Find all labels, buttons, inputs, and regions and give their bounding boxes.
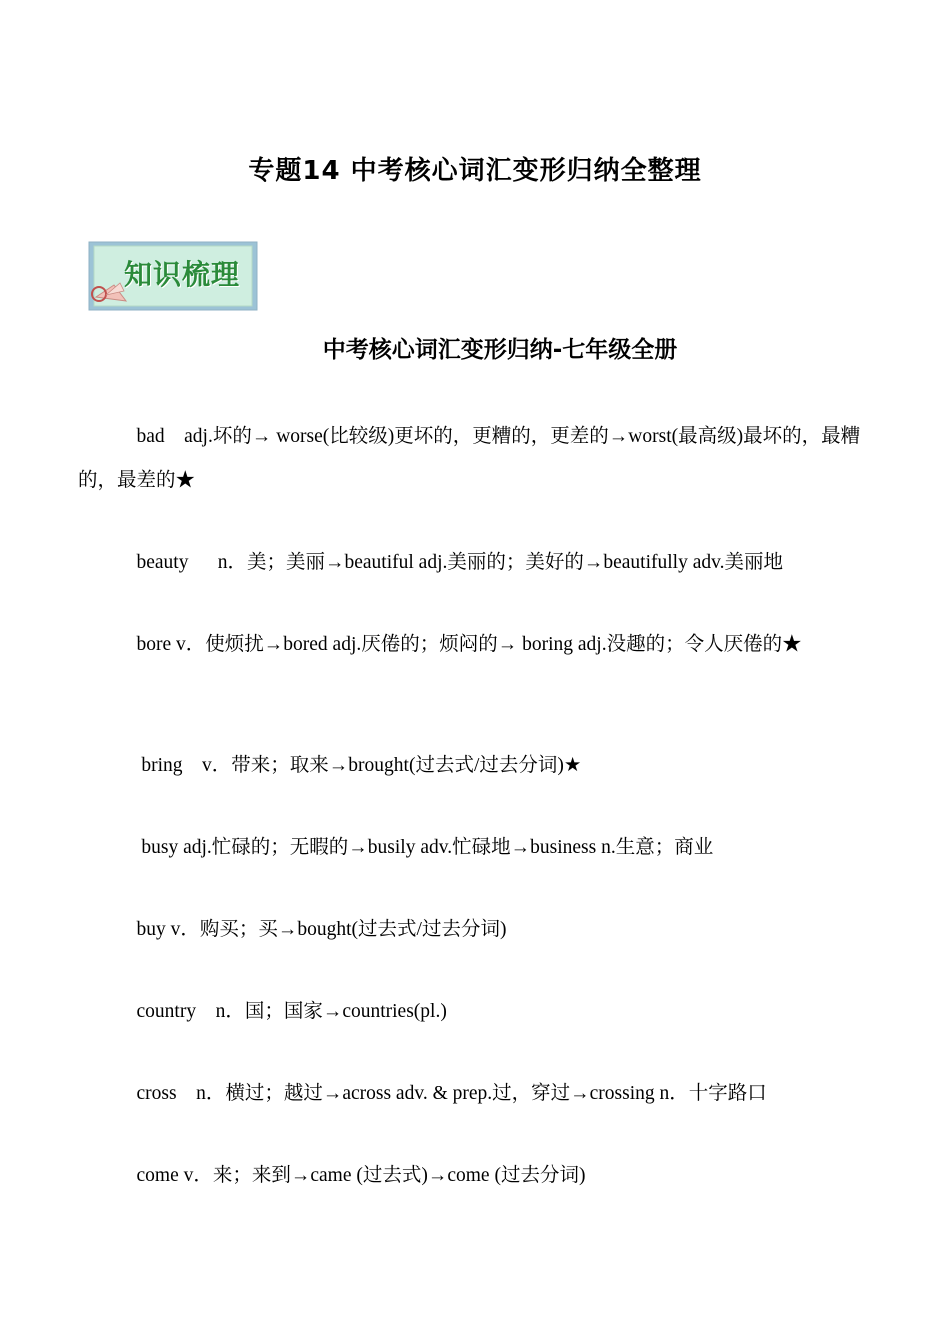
section-heading: 中考核心词汇变形归纳-七年级全册 [322, 337, 678, 363]
entry-text: busy adj.忙碌的；无暇的→busily adv.忙碌地→business n.生意；商业 [141, 837, 714, 858]
entry-text: come v．来；来到→came (过去式)→come (过去分词) [136, 1165, 586, 1186]
entry-text: country n．国；国家→countries(pl.) [136, 1001, 447, 1022]
entry-text: beauty n．美；美丽→beautiful adj.美丽的；美好的→beautifully adv.美丽地 [136, 552, 783, 573]
badge-label: 知识梳理 [124, 258, 241, 291]
entry-bore [78, 579, 868, 711]
entry-text: buy v．购买；买→bought(过去式/过去分词) [136, 919, 507, 940]
entry-text: bad adj.坏的→ worse(比较级)更坏的，更糟的，更差的→worst(最高级)最坏的，最糟的，最差的★ [78, 426, 861, 491]
entry-indent [98, 1165, 137, 1186]
entry-indent [98, 426, 137, 447]
entry-indent [98, 552, 137, 573]
entry-indent [98, 1001, 137, 1022]
entry-indent [98, 837, 142, 858]
entry-indent [98, 919, 137, 940]
entry-indent [98, 1083, 137, 1104]
document-title: 专题14 中考核心词汇变形归纳全整理 [248, 156, 702, 186]
knowledge-badge [86, 239, 260, 313]
entry-text: bring v．带来；取来→brought(过去式/过去分词)★ [141, 755, 582, 776]
entry-indent [98, 755, 142, 776]
entry-text: cross n．横过；越过→across adv. & prep.过，穿过→crossing n．十字路口 [136, 1083, 767, 1104]
entry-come [78, 1110, 868, 1242]
entry-indent [98, 634, 137, 655]
entry-text: bore v．使烦扰→bored adj.厌倦的；烦闷的→ boring adj.没趣的；令人厌倦的★ [136, 634, 802, 655]
